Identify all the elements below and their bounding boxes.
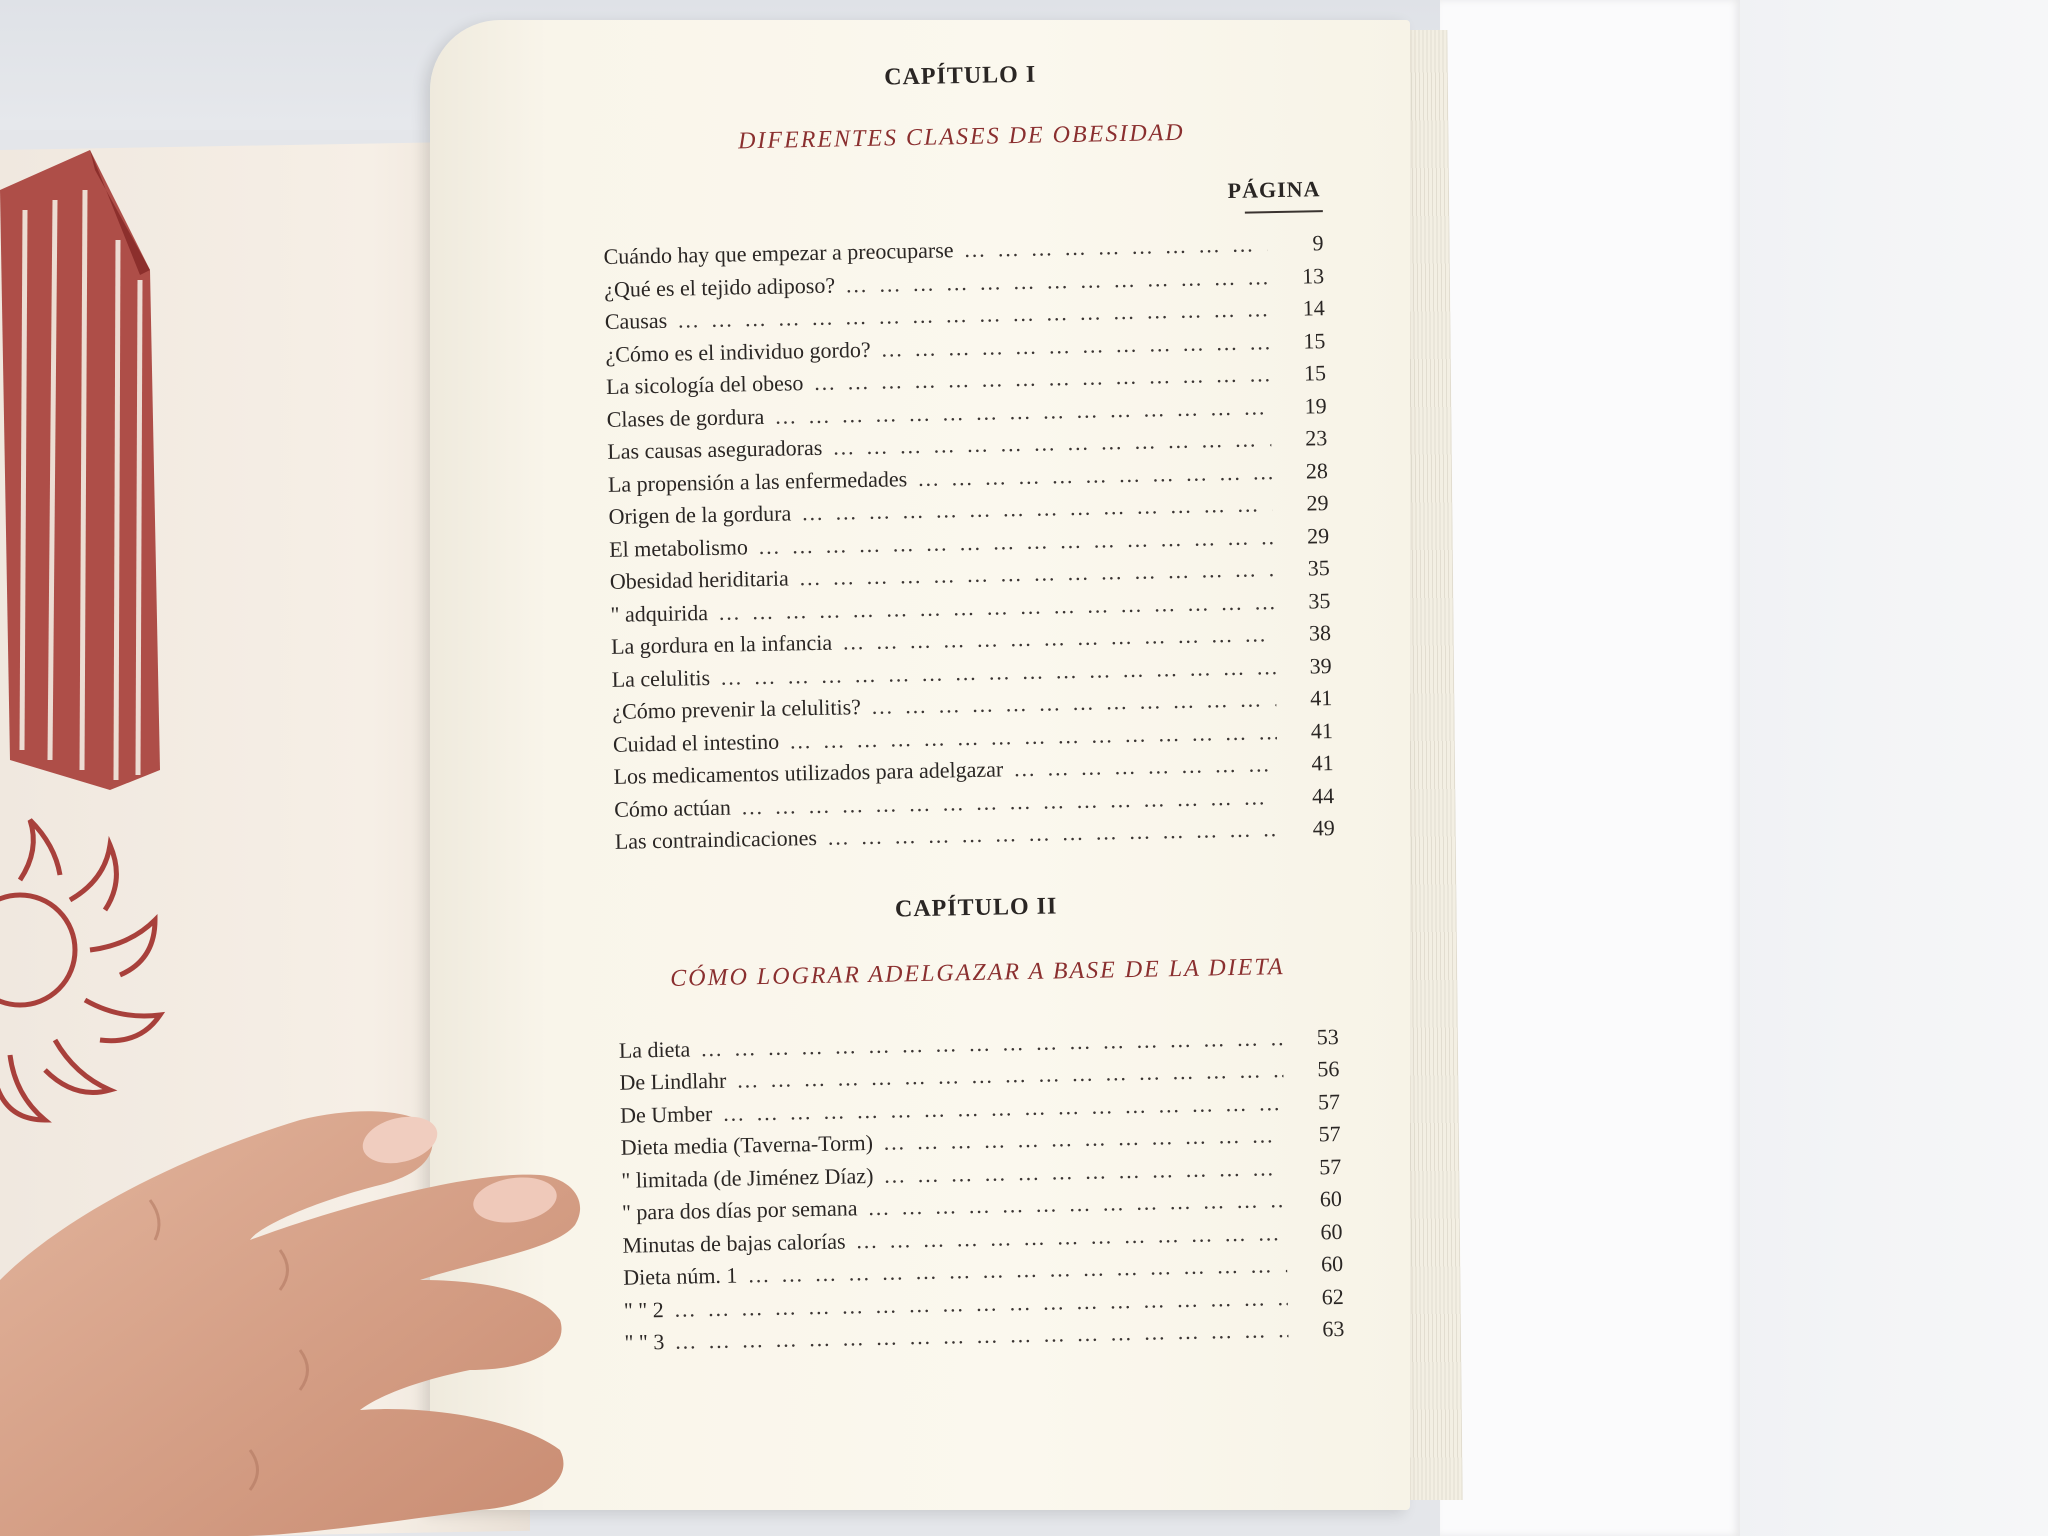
toc-entry-title: " para dos días por semana (621, 1195, 858, 1225)
hand (0, 1050, 620, 1536)
toc-entry-title: " " 3 (624, 1329, 665, 1355)
chapter-2-subtitle: CÓMO LOGRAR ADELGAZAR A BASE DE LA DIETA (669, 953, 1285, 992)
chapter-1-subtitle: DIFERENTES CLASES DE OBESIDAD (737, 119, 1185, 155)
chapter-2-heading: CAPÍTULO II (894, 892, 1058, 922)
toc-entry-title: El metabolismo (608, 533, 749, 562)
dot-leader (963, 231, 1267, 263)
toc-entry-title: Causas (604, 307, 668, 334)
toc-entry-page: 57 (1317, 1088, 1341, 1114)
chapter-2-entries (619, 1023, 1345, 1362)
toc-entry-page: 29 (1306, 522, 1330, 549)
chapter-1-entries (603, 230, 1335, 861)
toc-entry-page: 39 (1309, 652, 1332, 678)
toc-entry-page: 35 (1307, 555, 1330, 581)
toc-entry-title: Cómo actúan (613, 794, 732, 822)
toc-entry-title: Clases de gordura (606, 403, 765, 432)
toc-entry-title: De Umber (619, 1100, 713, 1128)
toc-entry-page: 15 (1303, 360, 1327, 386)
toc-entry-title: La dieta (618, 1035, 691, 1063)
toc-entry-title: Minutas de bajas calorías (622, 1228, 846, 1258)
toc-entry-title: Las causas aseguradoras (607, 434, 823, 464)
chapter-1-heading: CAPÍTULO I (883, 61, 1037, 91)
toc-entry-title: De Lindlahr (619, 1067, 727, 1095)
toc-entry-title: Dieta media (Taverna-Torm) (620, 1129, 874, 1160)
toc-entry-page: 28 (1305, 457, 1329, 484)
dot-leader (917, 459, 1272, 492)
toc-entry-page: 13 (1301, 262, 1325, 289)
toc-entry-page: 38 (1308, 620, 1332, 646)
toc-entry-page: 41 (1311, 750, 1334, 776)
toc-entry-title: " limitada (de Jiménez Díaz) (621, 1162, 874, 1193)
toc-entry-title: Obesidad heriditaria (609, 565, 790, 594)
toc-entry-page: 29 (1306, 490, 1329, 516)
toc-entry-page: 15 (1303, 327, 1326, 354)
toc-entry-page: 63 (1322, 1315, 1345, 1342)
toc-entry-page: 57 (1318, 1153, 1342, 1179)
toc-entry-page: 60 (1319, 1185, 1343, 1212)
toc-entry-page: 9 (1312, 230, 1324, 256)
toc-entry-page: 56 (1317, 1055, 1340, 1082)
page-column-header: PÁGINA (1227, 176, 1321, 203)
toc-entry-page: 57 (1318, 1120, 1341, 1147)
toc-entry-title: ¿Cómo es el individuo gordo? (605, 336, 871, 367)
toc-entry-title: Las contraindicaciones (614, 824, 818, 854)
toc-entry-title: La gordura en la infancia (610, 629, 833, 659)
toc-entry-title: La propensión a las enfermedades (607, 465, 908, 497)
toc-entry-page: 53 (1316, 1023, 1339, 1049)
toc-entry-title: Cuándo hay que empezar a preocuparse (603, 237, 954, 269)
toc-entry-title: " " 2 (623, 1296, 665, 1323)
toc-entry-title: " adquirida (610, 599, 709, 627)
toc-entry-page: 44 (1311, 782, 1335, 808)
toc-entry-title: ¿Qué es el tejido adiposo? (603, 272, 836, 302)
toc-entry-page: 49 (1312, 815, 1335, 841)
white-board-background (1440, 0, 1740, 1536)
toc-entry-title: La sicología del obeso (605, 370, 804, 399)
table-of-contents (600, 56, 1345, 1362)
toc-entry-page: 41 (1309, 685, 1333, 711)
dot-leader (700, 1025, 1283, 1062)
toc-entry-page: 41 (1310, 717, 1334, 743)
toc-entry-title: ¿Cómo prevenir la celulitis? (612, 694, 862, 724)
toc-entry-title: Origen de la gordura (608, 500, 792, 529)
toc-entry-page: 23 (1304, 425, 1328, 451)
toc-entry-page: 60 (1320, 1218, 1343, 1244)
toc-entry-page: 60 (1320, 1250, 1344, 1277)
illustration-house-sun (0, 150, 230, 1150)
toc-entry-title: La celulitis (611, 664, 711, 692)
toc-entry-title: Los medicamentos utilizados para adelgazar (613, 756, 1004, 789)
toc-entry-title: Dieta núm. 1 (622, 1262, 738, 1290)
toc-entry-page: 62 (1321, 1283, 1344, 1309)
dot-leader (1013, 751, 1278, 782)
toc-entry-page: 35 (1308, 587, 1331, 613)
header-rule (1245, 210, 1323, 213)
toc-entry-page: 14 (1302, 295, 1325, 321)
toc-entry-title: Cuidad el intestino (612, 728, 780, 757)
toc-entry-page: 19 (1304, 392, 1327, 419)
